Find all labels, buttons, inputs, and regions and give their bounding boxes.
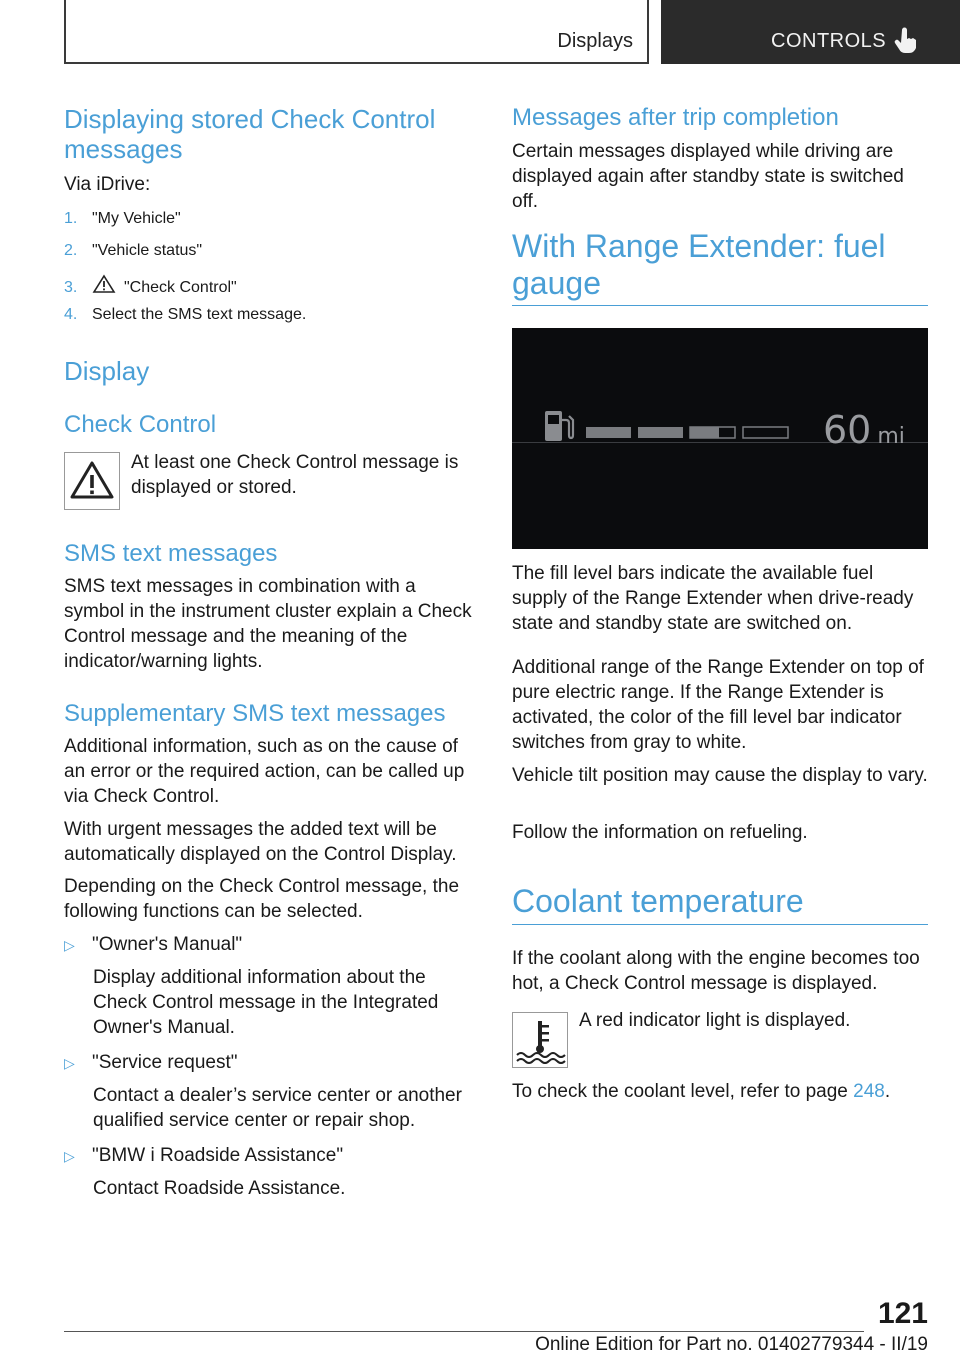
check-control-heading: Check Control xyxy=(64,411,217,438)
heading-rule xyxy=(512,305,928,306)
coolant-icon-box xyxy=(512,1012,568,1068)
supplementary-text-2: With urgent messages the added text will be automatically displayed on the Control Display. xyxy=(64,819,457,865)
warning-triangle-icon xyxy=(92,274,116,294)
tilt-text: Vehicle tilt position may cause the display to vary. xyxy=(512,765,928,786)
supplementary-text-1: Additional information, such as on the cause of an error or the required action, can be called up via Check Control. xyxy=(64,736,465,807)
fill-level-text: The fill level bars indicate the available fuel supply of the Range Extender when drive-ready state and standby state are switched on. xyxy=(512,563,914,634)
header-section-box xyxy=(64,0,649,64)
stored-messages-heading: Displaying stored Check Control messages xyxy=(64,104,436,164)
warning-triangle-icon xyxy=(65,453,119,509)
header-section-label: Displays xyxy=(557,30,633,52)
range-unit: mi xyxy=(877,424,905,449)
sms-text: SMS text messages in combination with a symbol in the instrument cluster explain a Check Control message and the meaning of the indicator/warning lights. xyxy=(64,576,472,672)
check-control-icon-box xyxy=(64,452,120,510)
supplementary-text-3: Depending on the Check Control message, the following functions can be selected. xyxy=(64,876,460,922)
footer-rule xyxy=(64,1331,864,1332)
list-item: 1. "My Vehicle" xyxy=(64,210,181,227)
fuel-bar-2 xyxy=(638,427,683,438)
refueling-text: Follow the information on refueling. xyxy=(512,822,808,843)
fuel-gauge-display xyxy=(512,328,928,549)
supplementary-heading: Supplementary SMS text messages xyxy=(64,700,446,727)
list-item: ▷ "Service request" Contact a dealer’s service center or another qualified service center or repair shop. xyxy=(64,1052,462,1131)
idrive-steps-list xyxy=(64,210,306,338)
coolant-level-reference: To check the coolant level, refer to page 248. xyxy=(512,1081,891,1102)
heading-rule xyxy=(512,924,928,925)
range-value: 60 xyxy=(823,408,872,452)
coolant-heading: Coolant temperature xyxy=(512,883,804,919)
list-item: 3. "Check Control" xyxy=(64,274,306,306)
coolant-text: If the coolant along with the engine becomes too hot, a Check Control message is displayed. xyxy=(512,948,920,994)
fuel-level-bars xyxy=(586,424,792,442)
via-idrive-text: Via iDrive: xyxy=(64,174,151,195)
coolant-indicator-text: A red indicator light is displayed. xyxy=(579,1010,851,1031)
header-chapter-box xyxy=(661,0,960,64)
list-item: ▷ "Owner's Manual" Display additional information about the Check Control message in the Integrated Owner's Manual. xyxy=(64,934,439,1038)
check-control-text: At least one Check Control message is displayed or stored. xyxy=(131,452,459,498)
header-chapter-label: CONTROLS xyxy=(771,30,887,52)
additional-range-text: Additional range of the Range Extender on top of pure electric range. If the Range Extender is activated, the color of the fill level bar indicator switches from gray to white. xyxy=(512,657,924,753)
trip-completion-heading: Messages after trip completion xyxy=(512,104,839,131)
pointing-hand-icon xyxy=(893,26,923,56)
page-number: 121 xyxy=(877,1297,928,1330)
list-item: 4. Select the SMS text message. xyxy=(64,306,307,323)
functions-list xyxy=(64,932,476,1201)
edition-footer: Online Edition for Part no. 01402779344 - II/19 xyxy=(535,1334,928,1355)
list-item: 2. "Vehicle status" xyxy=(64,242,203,259)
display-heading: Display xyxy=(64,356,150,386)
coolant-temperature-icon xyxy=(513,1013,567,1067)
fuel-bar-4-frame xyxy=(743,427,788,438)
fuel-pump-icon xyxy=(542,408,576,444)
range-value-readout xyxy=(823,408,905,452)
page-link-248[interactable]: 248 xyxy=(853,1081,885,1102)
fuel-bar-1 xyxy=(586,427,631,438)
list-item: ▷ "BMW i Roadside Assistance" Contact Roadside Assistance. xyxy=(64,1145,346,1199)
fuel-bar-3-fill xyxy=(690,427,719,438)
trip-completion-text: Certain messages displayed while driving are displayed again after standby state is switched off. xyxy=(512,141,904,212)
range-extender-heading: With Range Extender: fuel gauge xyxy=(512,228,886,301)
sms-heading: SMS text messages xyxy=(64,540,278,567)
